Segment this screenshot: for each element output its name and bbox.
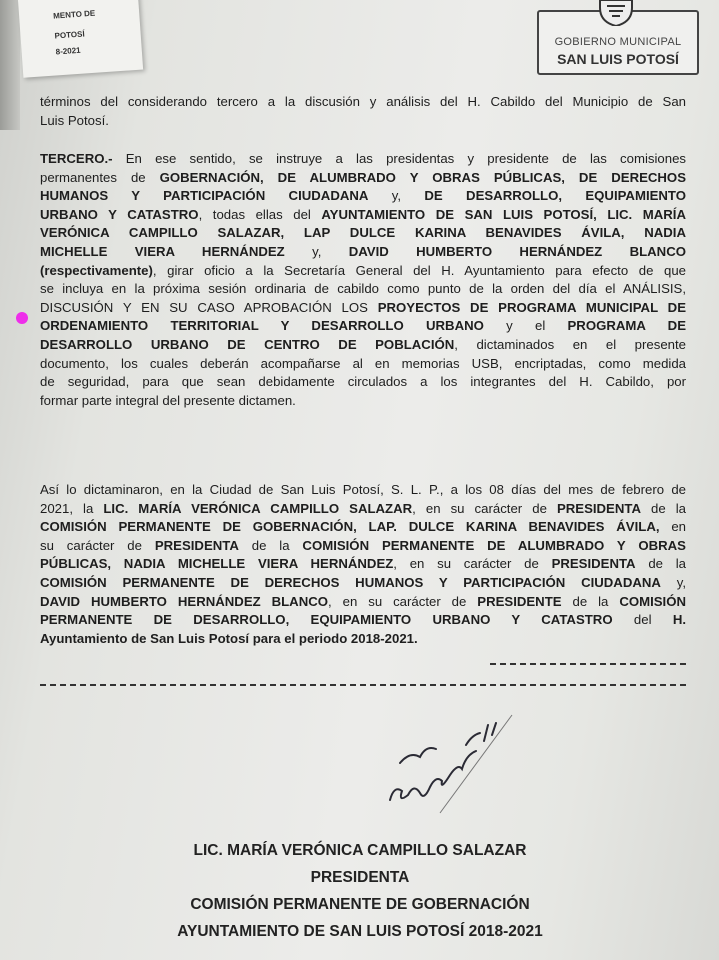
text-line: DAVID HUMBERTO HERNÁNDEZ BLANCO, en su carácter de PRESIDENTE de la COMISIÓN [40, 593, 686, 609]
signer-role: PRESIDENTA [310, 869, 410, 886]
text-line: MICHELLE VIERA HERNÁNDEZ y, DAVID HUMBERTO HERNÁNDEZ BLANCO [40, 243, 686, 259]
corner-line-2: POTOSÍ [54, 29, 85, 41]
text-line: DESARROLLO URBANO DE CENTRO DE POBLACIÓN, dictaminados en el presente [40, 336, 687, 352]
previous-sheet-corner [18, 0, 143, 78]
text-line: PÚBLICAS, NADIA MICHELLE VIERA HERNÁNDEZ, en su carácter de PRESIDENTA de la [40, 556, 687, 572]
text-line: Así lo dictaminaron, en la Ciudad de San Luis Potosí, S. L. P., a los 08 días del mes de febrero de [40, 482, 686, 497]
text-line: permanentes de GOBERNACIÓN, DE ALUMBRADO Y OBRAS PÚBLICAS, DE DERECHOS [40, 169, 686, 185]
text-line: HUMANOS Y PARTICIPACIÓN CIUDADANA y, DE DESARROLLO, EQUIPAMIENTO [40, 188, 686, 204]
municipal-seal [537, 10, 699, 75]
text-line: se incluya en la próxima sesión ordinaria de cabildo como punto de la orden del día el ANÁLISIS, [40, 281, 686, 297]
text-line: formar parte integral del presente dictamen. [40, 392, 296, 408]
page-shadow-edge [0, 0, 20, 130]
text-line: Ayuntamiento de San Luis Potosí para el periodo 2018-2021. [40, 630, 418, 646]
dashed-fill-line [490, 663, 686, 665]
handwritten-signature [380, 705, 520, 815]
seal-line-2: SAN LUIS POTOSÍ [557, 51, 679, 67]
text-line: TERCERO.- En ese sentido, se instruye a las presidentas y presidente de las comisiones [40, 151, 686, 166]
paragraph-tercero [40, 150, 686, 410]
corner-line-1: MENTO DE [52, 8, 96, 21]
text-line: Luis Potosí. [40, 112, 109, 128]
tercero-heading: TERCERO.- [40, 151, 113, 166]
text-line: de seguridad, para que sean debidamente circulados a los integrantes del H. Cabildo, por [40, 374, 686, 390]
text-line: COMISIÓN PERMANENTE DE DERECHOS HUMANOS Y PARTICIPACIÓN CIUDADANA y, [40, 574, 686, 590]
corner-line-3: 8-2021 [55, 45, 81, 57]
paragraph-intro [40, 93, 686, 130]
dashed-fill-line [40, 684, 686, 686]
text-line: DISCUSIÓN Y EN SU CASO APROBACIÓN LOS PROYECTOS DE PROGRAMA MUNICIPAL DE [40, 299, 686, 315]
signer-council: AYUNTAMIENTO DE SAN LUIS POTOSÍ 2018-2021 [177, 923, 543, 940]
paragraph-dictamen [40, 481, 686, 648]
text-line: ORDENAMIENTO TERRITORIAL Y DESARROLLO URBANO y el PROGRAMA DE [40, 318, 686, 334]
seal-line-1: GOBIERNO MUNICIPAL [554, 36, 682, 48]
pink-marker-dot [16, 312, 28, 324]
text-line: términos del considerando tercero a la discusión y análisis del H. Cabildo del Municipio de San [40, 94, 686, 109]
signer-name: LIC. MARÍA VERÓNICA CAMPILLO SALAZAR [193, 842, 527, 859]
text-line: VERÓNICA CAMPILLO SALAZAR, LAP DULCE KARINA BENAVIDES ÁVILA, NADIA [40, 225, 686, 241]
text-line: su carácter de PRESIDENTA de la COMISIÓN PERMANENTE DE ALUMBRADO Y OBRAS [40, 537, 686, 553]
text-line: COMISIÓN PERMANENTE DE GOBERNACIÓN, LAP. DULCE KARINA BENAVIDES ÁVILA, en [40, 519, 686, 535]
signer-commission: COMISIÓN PERMANENTE DE GOBERNACIÓN [190, 896, 530, 913]
coat-of-arms-icon [597, 0, 635, 26]
text-line: URBANO Y CATASTRO, todas ellas del AYUNTAMIENTO DE SAN LUIS POTOSÍ, LIC. MARÍA [40, 206, 686, 222]
text-line: 2021, la LIC. MARÍA VERÓNICA CAMPILLO SALAZAR, en su carácter de PRESIDENTA de la [40, 500, 687, 516]
text-line: PERMANENTE DE DESARROLLO, EQUIPAMIENTO URBANO Y CATASTRO del H. [40, 612, 686, 628]
text-line: documento, los cuales deberán acompañarse al en memorias USB, encriptadas, como medida [40, 355, 686, 371]
text-line: (respectivamente), girar oficio a la Secretaría General del H. Ayuntamiento para efecto de que [40, 262, 686, 278]
